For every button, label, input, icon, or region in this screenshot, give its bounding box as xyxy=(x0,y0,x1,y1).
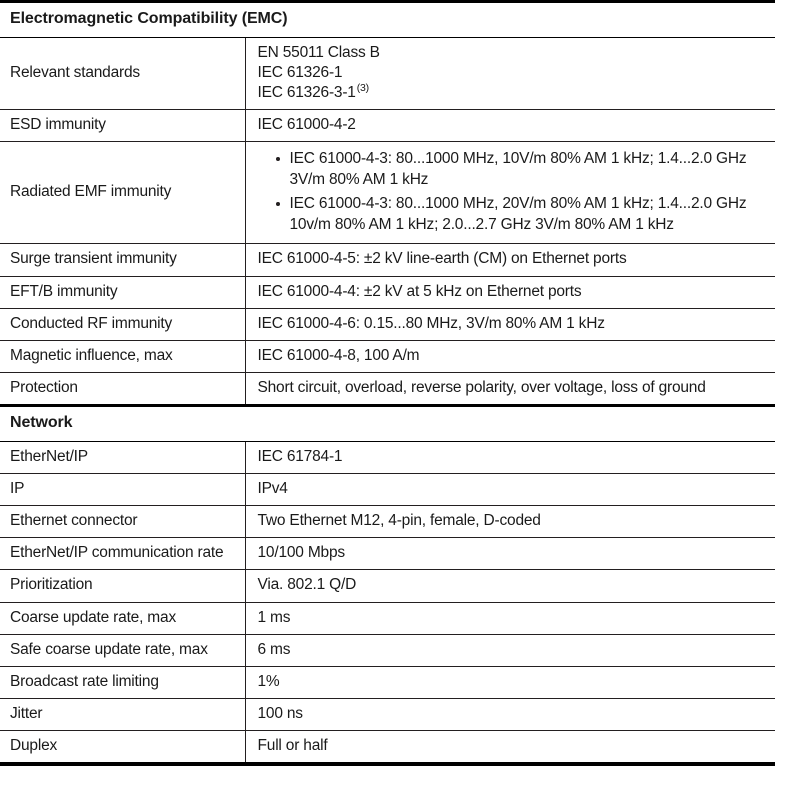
row-label-magnetic-influence: Magnetic influence, max xyxy=(0,340,245,372)
section-header-row xyxy=(0,2,775,38)
row-label-eftb-immunity: EFT/B immunity xyxy=(0,276,245,308)
row-value-ethernet-ip-communication-rate: 10/100 Mbps xyxy=(245,538,775,570)
row-value-relevant-standards xyxy=(245,37,775,109)
row-value-surge-transient-immunity: IEC 61000-4-5: ±2 kV line-earth (CM) on Ethernet ports xyxy=(245,244,775,276)
row-label-protection: Protection xyxy=(0,372,245,405)
table-row xyxy=(0,602,775,634)
list-item: IEC 61000-4-3: 80...1000 MHz, 20V/m 80% AM 1 kHz; 1.4...2.0 GHz 10v/m 80% AM 1 kHz; 2.0...2.7 GHz 3V/m 80% AM 1 kHz xyxy=(276,194,768,236)
table-body xyxy=(0,2,775,765)
standard-line-text: IEC 61326-3-1 xyxy=(257,84,356,102)
table-row xyxy=(0,474,775,506)
row-label-relevant-standards: Relevant standards xyxy=(0,37,245,109)
row-value-ip: IPv4 xyxy=(245,474,775,506)
table-row xyxy=(0,142,775,244)
row-value-protection: Short circuit, overload, reverse polarity, over voltage, loss of ground xyxy=(245,372,775,405)
row-value-magnetic-influence: IEC 61000-4-8, 100 A/m xyxy=(245,340,775,372)
footnote-marker: (3) xyxy=(356,81,369,94)
row-label-prioritization: Prioritization xyxy=(0,570,245,602)
standard-line: EN 55011 Class B xyxy=(257,43,380,61)
standard-line: IEC 61326-1 xyxy=(257,63,343,81)
row-value-esd-immunity: IEC 61000-4-2 xyxy=(245,110,775,142)
table-row xyxy=(0,276,775,308)
table-row xyxy=(0,699,775,731)
row-value-prioritization: Via. 802.1 Q/D xyxy=(245,570,775,602)
list-item: IEC 61000-4-3: 80...1000 MHz, 10V/m 80% AM 1 kHz; 1.4...2.0 GHz 3V/m 80% AM 1 kHz xyxy=(276,149,768,191)
table-row xyxy=(0,340,775,372)
table-row xyxy=(0,308,775,340)
row-label-ethernet-connector: Ethernet connector xyxy=(0,506,245,538)
table-row xyxy=(0,110,775,142)
table-row xyxy=(0,372,775,405)
table-row xyxy=(0,441,775,473)
row-value-conducted-rf-immunity: IEC 61000-4-6: 0.15...80 MHz, 3V/m 80% AM 1 kHz xyxy=(245,308,775,340)
row-label-ip: IP xyxy=(0,474,245,506)
row-label-broadcast-rate-limiting: Broadcast rate limiting xyxy=(0,666,245,698)
table-row xyxy=(0,37,775,109)
row-label-safe-coarse-update-rate: Safe coarse update rate, max xyxy=(0,634,245,666)
row-value-radiated-emf-immunity xyxy=(245,142,775,244)
section-title-network: Network xyxy=(0,406,775,442)
section-title-emc: Electromagnetic Compatibility (EMC) xyxy=(0,2,775,38)
row-value-broadcast-rate-limiting: 1% xyxy=(245,666,775,698)
row-label-surge-transient-immunity: Surge transient immunity xyxy=(0,244,245,276)
row-label-radiated-emf-immunity: Radiated EMF immunity xyxy=(0,142,245,244)
row-value-safe-coarse-update-rate: 6 ms xyxy=(245,634,775,666)
row-label-jitter: Jitter xyxy=(0,699,245,731)
row-value-ethernet-ip: IEC 61784-1 xyxy=(245,441,775,473)
standard-line-with-footnote xyxy=(258,83,768,103)
section-header-row xyxy=(0,406,775,442)
row-label-conducted-rf-immunity: Conducted RF immunity xyxy=(0,308,245,340)
row-value-ethernet-connector: Two Ethernet M12, 4-pin, female, D-coded xyxy=(245,506,775,538)
row-label-esd-immunity: ESD immunity xyxy=(0,110,245,142)
table-row xyxy=(0,731,775,765)
table-row xyxy=(0,506,775,538)
table-row xyxy=(0,570,775,602)
row-label-duplex: Duplex xyxy=(0,731,245,765)
table-row xyxy=(0,244,775,276)
bullet-list xyxy=(258,149,768,235)
table-row xyxy=(0,538,775,570)
row-value-eftb-immunity: IEC 61000-4-4: ±2 kV at 5 kHz on Ethernet ports xyxy=(245,276,775,308)
row-label-coarse-update-rate: Coarse update rate, max xyxy=(0,602,245,634)
row-label-ethernet-ip: EtherNet/IP xyxy=(0,441,245,473)
row-label-ethernet-ip-communication-rate: EtherNet/IP communication rate xyxy=(0,538,245,570)
table-row xyxy=(0,634,775,666)
row-value-jitter: 100 ns xyxy=(245,699,775,731)
row-value-coarse-update-rate: 1 ms xyxy=(245,602,775,634)
row-value-duplex: Full or half xyxy=(245,731,775,765)
table-row xyxy=(0,666,775,698)
